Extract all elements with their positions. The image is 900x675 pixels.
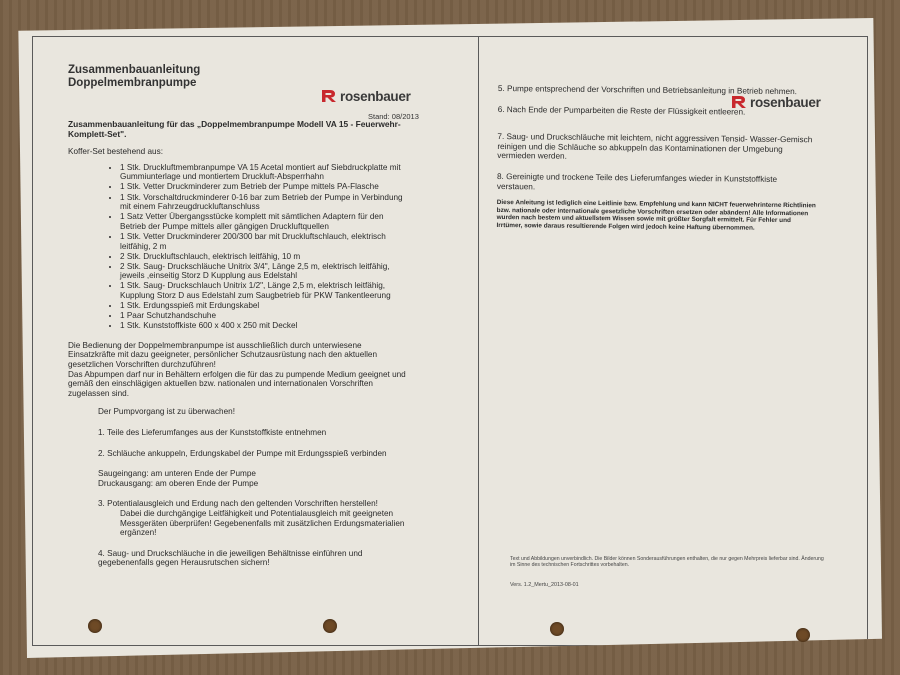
- title-line-2: Doppelmembranpumpe: [68, 77, 197, 89]
- item-list: [68, 163, 408, 331]
- list-item: • 1 Stk. Erdungsspieß mit Erdungskabel: [120, 301, 408, 311]
- step-1: 1. Teile des Lieferumfanges aus der Kunststoffkiste entnehmen: [98, 428, 327, 438]
- list-item: • 1 Stk. Druckluftmembranpumpe VA 15 Acetal montiert auf Siebdruckplatte mit Gummiunterlage und montiertem Druckluft-Absperrhahn: [120, 163, 408, 182]
- list-item: • 2 Stk. Saug- Druckschläuche Unitrix 3/4", Länge 2,5 m, elektrisch leitfähig, jeweils ,einseitig Storz D Kupplung aus Edelstahl: [120, 262, 408, 281]
- version-text: Vers. 1.2_Mertu_2013-08-01: [510, 582, 579, 588]
- step-3: 3. Potentialausgleich und Erdung nach den geltenden Vorschriften herstellen!: [98, 499, 378, 509]
- title-line-1: Zusammenbauanleitung: [68, 64, 201, 76]
- list-item: • 1 Stk. Kunststoffkiste 600 x 400 x 250 mit Deckel: [120, 321, 408, 331]
- list-item: • 1 Paar Schutzhandschuhe: [120, 311, 408, 321]
- punch-hole: [323, 619, 337, 633]
- list-item: • 1 Stk. Saug- Druckschlauch Unitrix 1/2", Länge 2,5 m, elektrisch leitfähig, Kupplung Storz D aus Edelstahl zum Saugbetrieb für PKW Tankentleerung: [120, 281, 408, 300]
- koffer-heading: Koffer-Set bestehend aus:: [68, 147, 163, 157]
- right-column: [496, 84, 818, 233]
- brand-name-right: rosenbauer: [750, 94, 821, 110]
- list-item: • 2 Stk. Druckluftschlauch, elektrisch leitfähig, 10 m: [120, 252, 408, 262]
- intro-text: Zusammenbauanleitung für das „Doppelmembranpumpe Modell VA 15 - Feuerwehr-Komplett-Set".: [68, 119, 401, 139]
- step-7: 7. Saug- und Druckschläuche mit leichtem, nicht aggressiven Tensid- Wasser-Gemisch reinigen und die Schläuche so abkuppeln das Kontaminationen der Umgebung vermieden werden.: [497, 132, 813, 162]
- step-5: 5. Pumpe entsprechend der Vorschriften und Betriebsanleitung in Betrieb nehmen.: [497, 84, 798, 97]
- list-item: • 1 Stk. Vorschaltdruckminderer 0-16 bar zum Betrieb der Pumpe in Verbindung mit einem Fahrzeugdruckluftanschluss: [120, 193, 408, 212]
- saugeingang-text: Saugeingang: am unteren Ende der Pumpe: [98, 469, 256, 479]
- column-divider: [478, 37, 479, 645]
- disclaimer-text: Diese Anleitung ist lediglich eine Leitlinie bzw. Empfehlung und kann NICHT feuerwehrinterne Richtlinien bzw. nationale oder internationale gesetzliche Vorschriften ersetzen oder abändern! Alle Informationen wurden nach bestem und aktuellstem Wissen sowie mit größter Sorgfalt ermittelt. Für Fehler und Irrtümer, sowie daraus resultierende Folgen wird jedoch keine Haftung übernommen.: [496, 199, 816, 232]
- brand-name-left: rosenbauer: [340, 88, 411, 104]
- list-item: • 1 Stk. Vetter Druckminderer zum Betrieb der Pumpe mittels PA-Flasche: [120, 182, 408, 192]
- footnote-text: Text und Abbildungen unverbindlich. Die Bilder können Sonderausführungen enthalten, die nur gegen Mehrpreis lieferbar sind. Änderung im Sinne des technischen Fortschrittes vorbehalten.: [510, 556, 824, 569]
- left-column: [68, 64, 408, 568]
- step-3-detail: Dabei die durchgängige Leitfähigkeit und Potentialausgleich mit geeigneten Messgeräten überprüfen! Gegebenenfalls mit zusätzlichen Erdungsmaterialien ergänzen!: [120, 509, 405, 538]
- punch-hole: [796, 628, 810, 642]
- punch-hole: [88, 619, 102, 633]
- step-4: 4. Saug- und Druckschläuche in die jeweiligen Behältnisse einführen und gegebenenfalls gegen Herausrutschen sichern!: [98, 548, 363, 568]
- step-2: 2. Schläuche ankuppeln, Erdungskabel der Pumpe mit Erdungsspieß verbinden: [98, 448, 387, 458]
- druckausgang-text: Druckausgang: am oberen Ende der Pumpe: [98, 478, 259, 488]
- pumpvorgang-text: Der Pumpvorgang ist zu überwachen!: [98, 407, 235, 417]
- stand-date: Stand: 08/2013: [368, 112, 419, 121]
- bedienung-text: Die Bedienung der Doppelmembranpumpe ist ausschließlich durch unterwiesene Einsatzkräfte mit dazu geeigneter, persönlicher Schutzausrüstung nach den aktuellen gesetzlichen Vorschriften durchzuführen!: [68, 340, 378, 370]
- abpumpen-text: Das Abpumpen darf nur in Behältern erfolgen die für das zu pumpende Medium geeignet und gemäß den einschlägigen aktuellen bzw. nationalen und internationalen Vorschriften zugelassen sind.: [68, 369, 406, 398]
- list-item: • 1 Stk. Vetter Druckminderer 200/300 bar mit Druckluftschlauch, elektrisch leitfähig, 2 m: [120, 232, 408, 251]
- step-8: 8. Gereinigte und trockene Teile des Lieferumfanges wieder in Kunststoffkiste verstauen.: [496, 171, 778, 191]
- step-6: 6. Nach Ende der Pumparbeiten die Reste der Flüssigkeit entleeren.: [497, 104, 746, 117]
- punch-hole: [550, 622, 564, 636]
- list-item: • 1 Satz Vetter Übergangsstücke komplett mit sämtlichen Adaptern für den Betrieb der Pumpe mittels aller gängigen Druckluftquellen: [120, 212, 408, 231]
